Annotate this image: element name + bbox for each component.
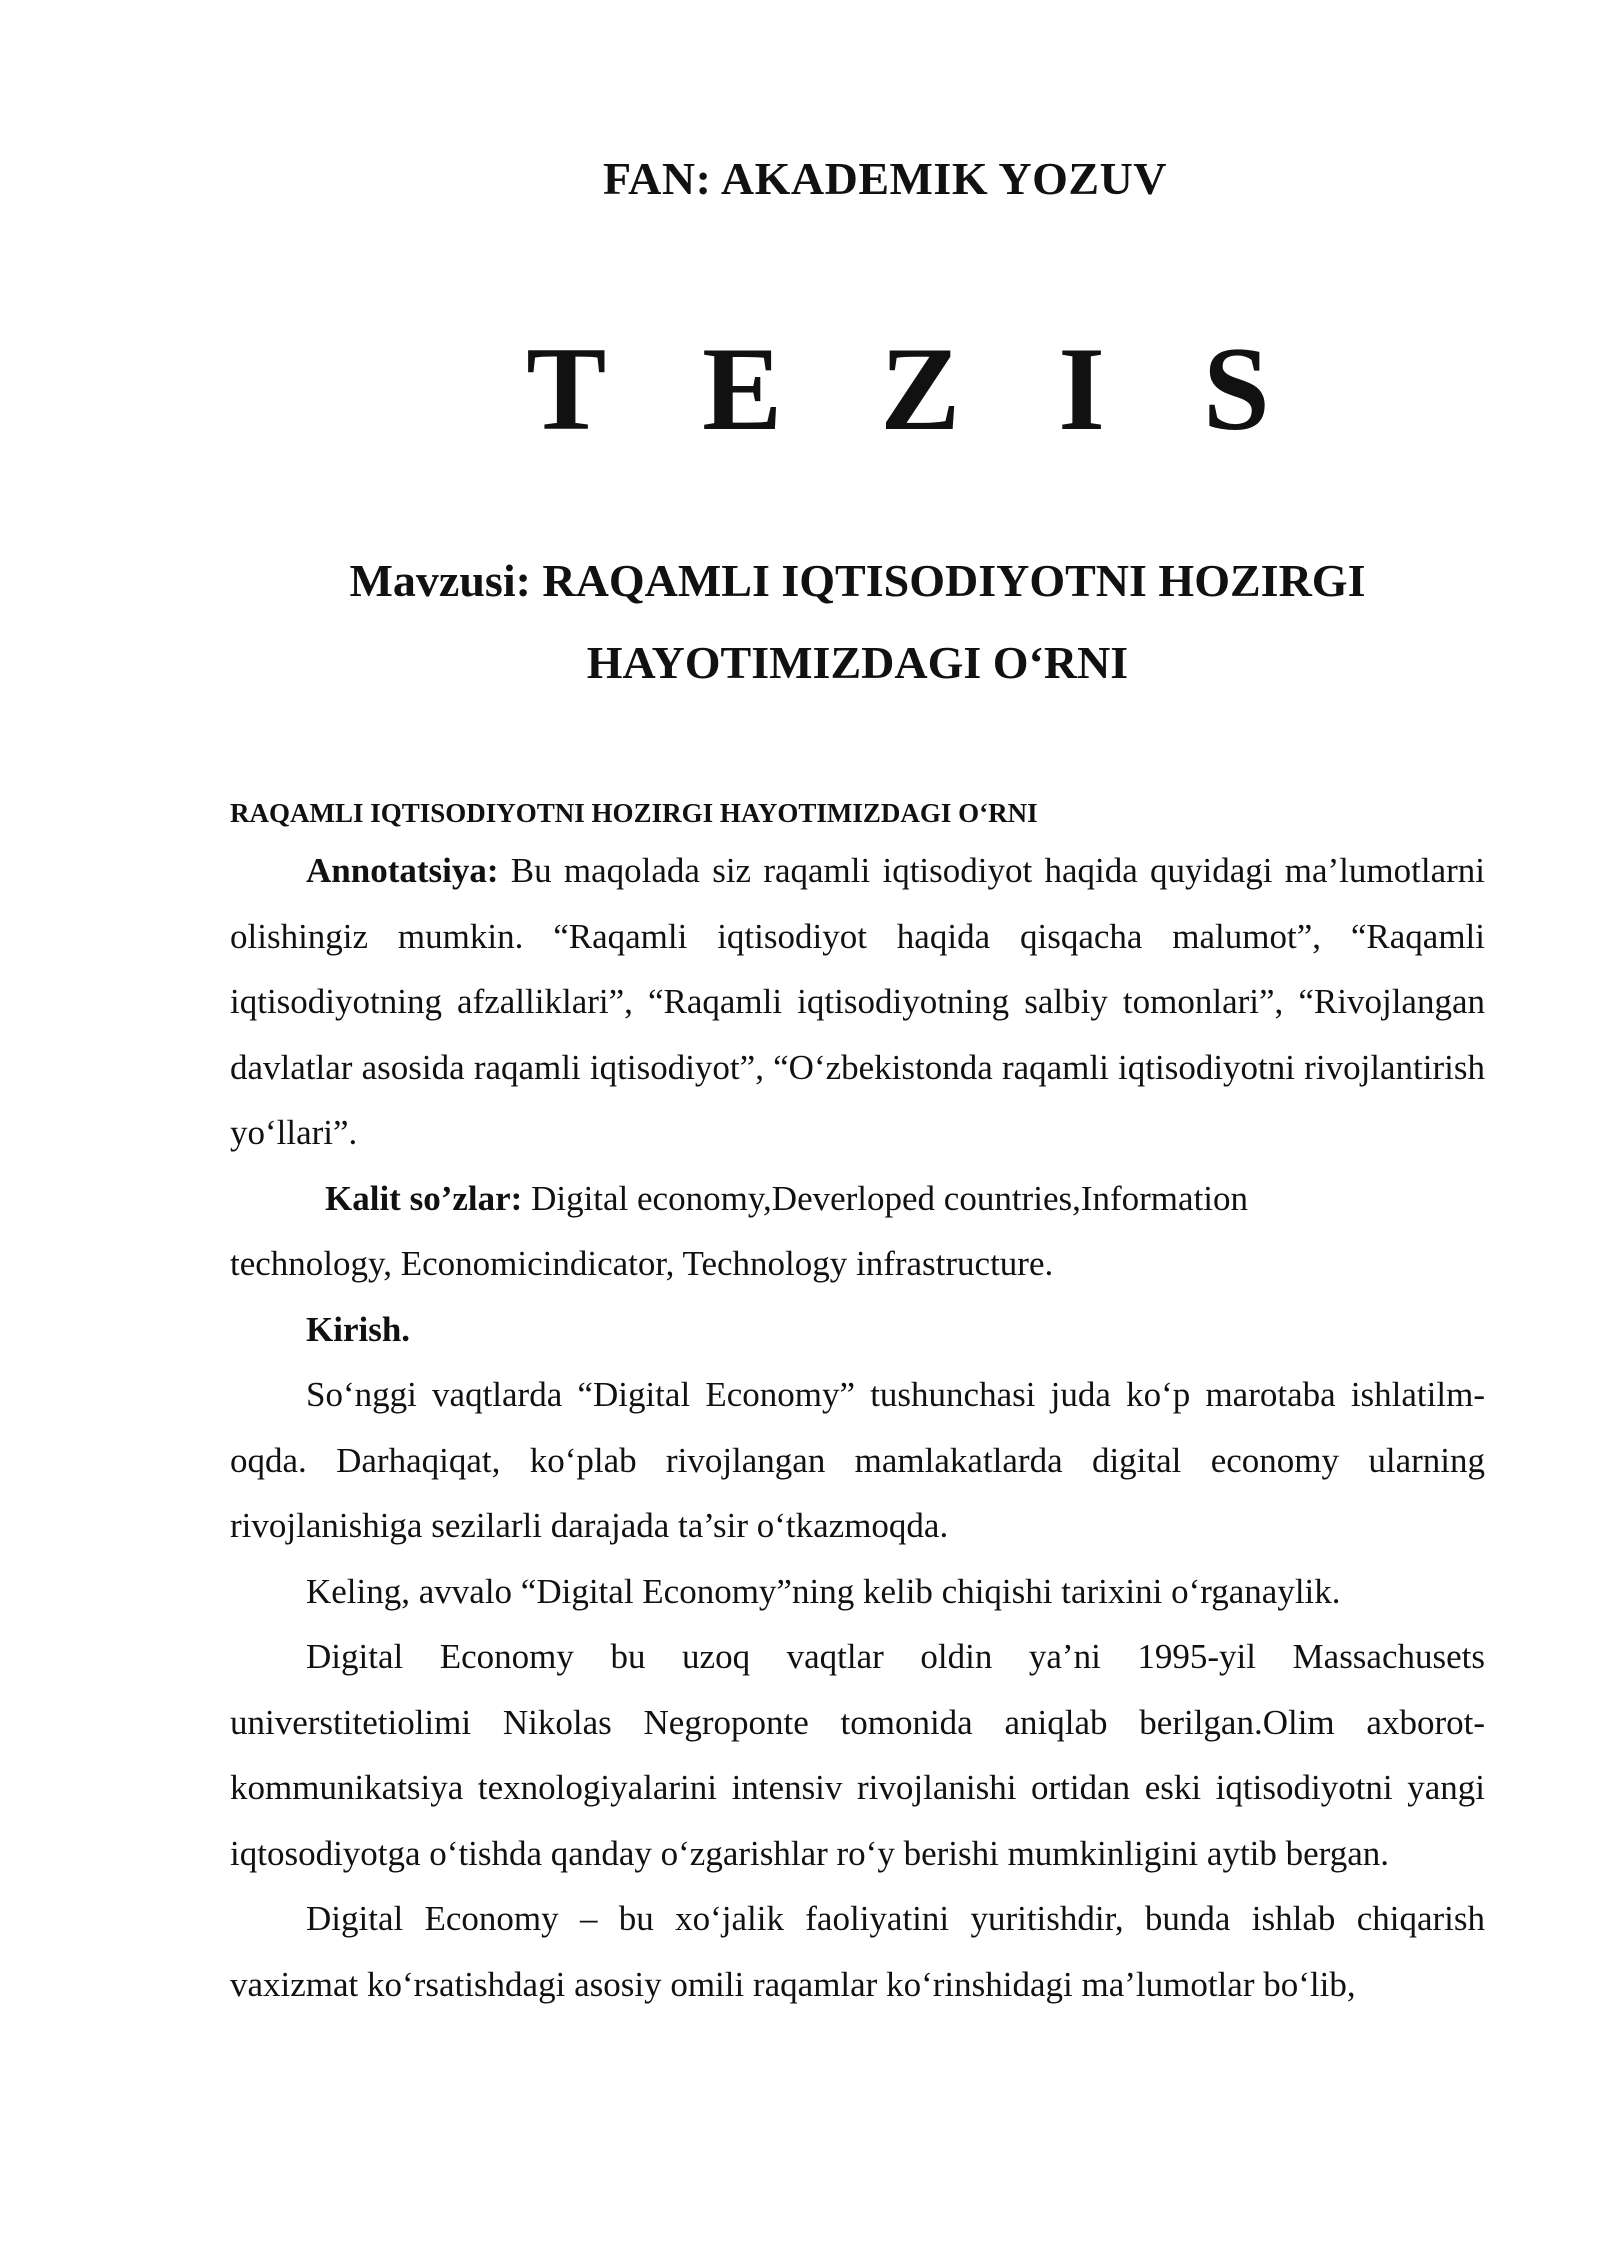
topic-line-1: Mavzusi: RAQAMLI IQTISODIYOTNI HOZIRGI [349, 555, 1366, 606]
keywords-text-line-2: technology, Economicindicator, Technology infrastructure. [230, 1244, 1054, 1283]
topic-line-2: HAYOTIMIZDAGI O‘RNI [586, 637, 1129, 688]
annotation-label: Annotatsiya: [306, 851, 499, 890]
subject-heading: FAN: AKADEMIK YOZUV [602, 153, 1168, 204]
annotation-text: Bu maqolada siz raqamli iqtisodiyot haqida quyidagi ma’lumotlarni olishingiz mumkin. “Raqamli iqtisodiyot haqida qisqacha malumot”, “Raqamli iqtisodiyotning afzalliklari”, “Raqamli iqtisodiyotning salbiy tomonlari”, “Rivojlangan davlatlar asosida raqamli iqtisodiyot”, “O‘zbekistonda raqamli iqtisodiyotni rivojlantirish yo‘llari”. [230, 851, 1485, 1152]
body-title: RAQAMLI IQTISODIYOTNI HOZIRGI HAYOTIMIZDAGI O‘RNI [230, 798, 1038, 828]
paragraph-3: Digital Economy bu uzoq vaqtlar oldin ya’ni 1995-yil Massachusets universtitetiolimi Nikolas Negroponte tomonida aniqlab berilgan.Olim axborot-kommunikatsiya texnologiyalarini intensiv rivojlanishi ortidan eski iqtisodiyotni yangi iqtosodiyotga o‘tishda qanday o‘zgarishlar ro‘y berishi mumkinligini aytib bergan. [230, 1637, 1485, 1873]
keywords-paragraph [230, 1166, 1485, 1232]
intro-heading: Kirish. [306, 1309, 411, 1349]
document-body [230, 788, 1485, 2017]
keywords-text-line-1: Digital economy,Deverloped countries,Information [522, 1178, 1249, 1218]
document-type-title: T E Z I S [526, 322, 1304, 455]
keywords-label: Kalit so’zlar: [325, 1178, 523, 1218]
paragraph-2: Keling, avvalo “Digital Economy”ning kelib chiqishi tarixini o‘rganaylik. [306, 1571, 1341, 1611]
paragraph-1: So‘nggi vaqtlarda “Digital Economy” tushunchasi juda ko‘p marotaba ishlatilm-oqda. Darhaqiqat, ko‘plab rivojlangan mamlakatlarda digital economy ularning rivojlanishiga sezilarli darajada ta’sir o‘tkazmoqda. [230, 1375, 1485, 1545]
paragraph-4: Digital Economy – bu xo‘jalik faoliyatini yuritishdir, bunda ishlab chiqarish vaxizmat ko‘rsatishdagi asosiy omili raqamlar ko‘rinshidagi ma’lumotlar bo‘lib, [230, 1899, 1485, 2004]
annotation-paragraph [230, 838, 1485, 1166]
topic-heading [230, 540, 1485, 704]
